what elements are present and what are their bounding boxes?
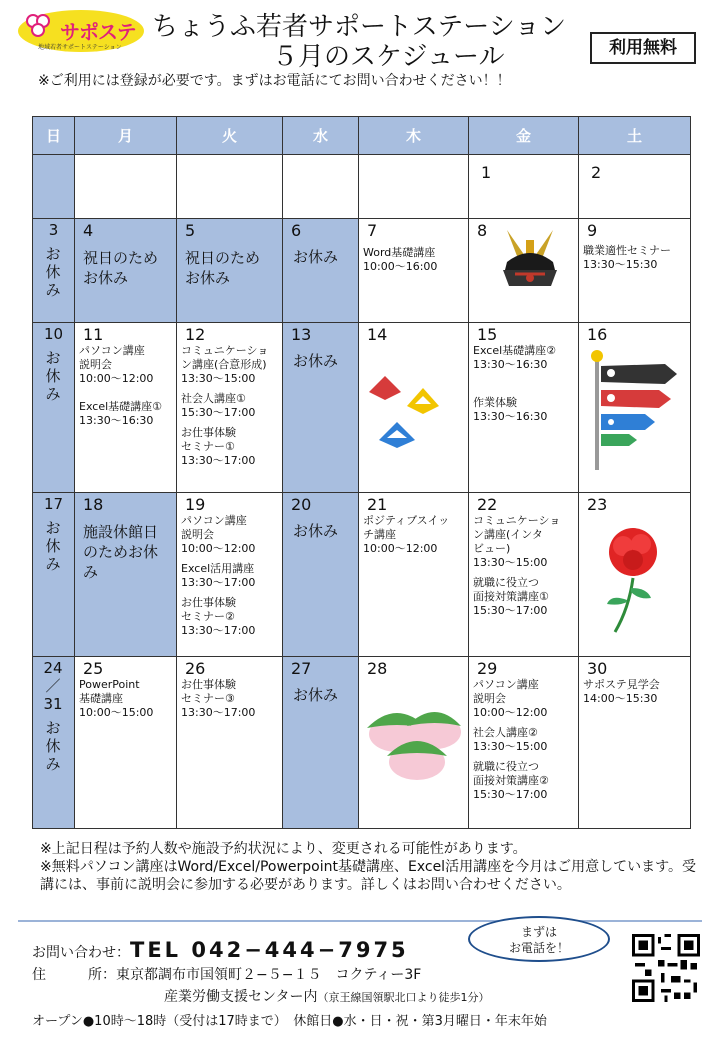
event: コミュニケーショ ン講座(インタ ビュー) 13:30～15:00 <box>473 514 561 569</box>
day-cell <box>283 323 359 493</box>
contact-phone-line <box>32 938 409 962</box>
event: パソコン講座 説明会 10:00～12:00 <box>181 514 256 555</box>
day-cell <box>283 493 359 657</box>
page-title: ちょうふ若者サポートステーション <box>152 12 567 42</box>
event: お仕事体験 セミナー③ 13:30～17:00 <box>181 678 256 719</box>
event: Excel活用講座 13:30～17:00 <box>181 562 256 589</box>
day-cell <box>177 657 283 829</box>
event: パソコン講座 説明会 10:00～12:00 <box>473 678 548 719</box>
call-us-bubble: まずは お電話を！ <box>468 916 610 962</box>
day-cell <box>75 155 177 219</box>
day-cell <box>283 657 359 829</box>
day-number: 21 <box>367 495 388 514</box>
event: PowerPoint 基礎講座 10:00～15:00 <box>79 678 154 719</box>
day-cell <box>177 493 283 657</box>
qr-code-icon[interactable] <box>632 934 700 1002</box>
day-number: 22 <box>477 495 498 514</box>
day-number: 8 <box>477 221 488 240</box>
day-number: 29 <box>477 659 498 678</box>
day-number: 20 <box>291 495 312 514</box>
origami-kabuto-icon <box>363 354 463 474</box>
logo-text: サポステ <box>60 20 136 44</box>
day-cell <box>283 219 359 323</box>
day-cell <box>33 323 75 493</box>
weekday-fri: 金 <box>469 117 579 155</box>
closed-text: お休み <box>293 352 339 370</box>
day-cell <box>359 657 469 829</box>
event: お仕事体験 セミナー② 13:30～17:00 <box>181 596 256 637</box>
day-cell <box>33 155 75 219</box>
phone-number[interactable]: TEL 042−444−7975 <box>130 938 409 962</box>
page-subtitle: ５月のスケジュール <box>272 42 505 72</box>
day-cell <box>469 657 579 829</box>
address-line <box>32 964 421 984</box>
closed-text: 施設休館日 のためお休 み <box>83 523 159 581</box>
divider <box>18 920 702 922</box>
day-number: 14 <box>367 325 388 344</box>
day-cell <box>469 219 579 323</box>
day-cell <box>75 219 177 323</box>
event: Excel基礎講座① 13:30～16:30 <box>79 400 162 427</box>
day-number: 27 <box>291 659 312 678</box>
event: ポジティブスイッ チ講座 10:00～12:00 <box>363 514 450 555</box>
day-number: 25 <box>83 659 104 678</box>
day-number: 3 <box>48 221 59 239</box>
weekday-sun: 日 <box>33 117 75 155</box>
day-cell <box>33 219 75 323</box>
weekday-wed: 水 <box>283 117 359 155</box>
event: サポステ見学会 14:00～15:30 <box>583 678 660 705</box>
day-cell <box>177 155 283 219</box>
center-line <box>164 986 489 1006</box>
day-number: 23 <box>587 495 608 514</box>
logo-subtext: 地域若者サポートステーション <box>38 44 122 51</box>
closed-label: お 休 み <box>45 719 61 773</box>
day-cell <box>469 323 579 493</box>
day-number: 30 <box>587 659 608 678</box>
logo-circles-icon <box>26 14 60 40</box>
day-number: 28 <box>367 659 388 678</box>
day-cell <box>283 155 359 219</box>
day-cell <box>33 657 75 829</box>
koinobori-icon <box>585 344 685 474</box>
day-cell <box>177 219 283 323</box>
day-number: 15 <box>477 325 498 344</box>
day-number: 5 <box>185 221 196 240</box>
day-cell <box>579 493 691 657</box>
kashiwa-mochi-icon <box>361 688 465 788</box>
center-name: 産業労働支援センター内 <box>164 989 318 1005</box>
closed-text: お休み <box>293 522 339 540</box>
day-cell <box>359 219 469 323</box>
day-number: 9 <box>587 221 598 240</box>
day-number: 13 <box>291 325 312 344</box>
day-number: 24 ／ 31 <box>43 659 63 713</box>
day-number: 26 <box>185 659 206 678</box>
day-number: 19 <box>185 495 206 514</box>
event: Excel基礎講座② 13:30～16:30 <box>473 344 556 371</box>
event: パソコン講座 説明会 10:00～12:00 <box>79 344 154 385</box>
day-cell <box>75 657 177 829</box>
week-row <box>33 657 691 829</box>
day-number: 18 <box>83 495 104 514</box>
address: 東京都調布市国領町２−５−１５ コクティー3F <box>116 967 422 983</box>
opening-hours: オープン●10時～18時（受付は17時まで） 休館日●水・日・祝・第3月曜日・年末年始 <box>32 1014 547 1029</box>
day-cell <box>469 155 579 219</box>
day-cell <box>579 323 691 493</box>
pc-course-note: ※無料パソコン講座はWord/Excel/Powerpoint基礎講座、Excel活用講座を今月はご用意しています。受講には、事前に説明会に参加する必要があります。詳しくはお問い合わせください。 <box>40 859 696 893</box>
closed-text: お休み <box>293 248 339 266</box>
schedule-calendar <box>32 116 691 829</box>
event: 就職に役立つ 面接対策講座② 15:30～17:00 <box>473 760 549 801</box>
day-cell <box>579 657 691 829</box>
event: お仕事体験 セミナー① 13:30～17:00 <box>181 426 256 467</box>
day-cell <box>359 323 469 493</box>
event: 社会人講座① 15:30～17:00 <box>181 392 256 419</box>
kabuto-helmet-icon <box>495 226 565 290</box>
weekday-header-row <box>33 117 691 155</box>
day-number: 17 <box>43 495 64 513</box>
closed-label: お 休 み <box>45 245 61 299</box>
weekday-mon: 月 <box>75 117 177 155</box>
day-cell <box>469 493 579 657</box>
address-label: 住 所： <box>32 967 116 983</box>
day-number: 2 <box>591 163 602 182</box>
carnation-icon <box>589 518 679 638</box>
event: Word基礎講座 10:00～16:00 <box>363 246 438 273</box>
day-number: 7 <box>367 221 378 240</box>
registration-notice: ※ご利用には登録が必要です。まずはお電話にてお問い合わせください！！ <box>38 73 511 89</box>
event: 職業適性セミナー 13:30～15:30 <box>583 244 671 271</box>
day-cell <box>579 219 691 323</box>
week-row <box>33 323 691 493</box>
day-cell <box>359 493 469 657</box>
day-cell <box>359 155 469 219</box>
day-cell <box>177 323 283 493</box>
contact-label: お問い合わせ： <box>32 945 130 961</box>
week-row <box>33 493 691 657</box>
closed-text: 祝日のため お休み <box>83 249 159 287</box>
day-cell <box>75 323 177 493</box>
day-number: 12 <box>185 325 206 344</box>
day-number: 1 <box>481 163 492 182</box>
weekday-sat: 土 <box>579 117 691 155</box>
schedule-change-note: ※上記日程は予約人数や施設予約状況により、変更される可能性があります。 <box>40 841 527 857</box>
weekday-tue: 火 <box>177 117 283 155</box>
closed-label: お 休 み <box>45 349 61 403</box>
closed-label: お 休 み <box>45 519 61 573</box>
logo <box>18 8 146 56</box>
free-badge: 利用無料 <box>590 32 696 64</box>
day-number: 11 <box>83 325 104 344</box>
weekday-thu: 木 <box>359 117 469 155</box>
closed-text: 祝日のため お休み <box>185 249 261 287</box>
week-row <box>33 155 691 219</box>
day-number: 4 <box>83 221 94 240</box>
day-number: 10 <box>43 325 64 343</box>
week-row <box>33 219 691 323</box>
day-cell <box>579 155 691 219</box>
closed-text: お休み <box>293 686 339 704</box>
day-cell <box>75 493 177 657</box>
day-number: 6 <box>291 221 302 240</box>
event: 就職に役立つ 面接対策講座① 15:30～17:00 <box>473 576 549 617</box>
event: 社会人講座② 13:30～15:00 <box>473 726 548 753</box>
day-cell <box>33 493 75 657</box>
day-number: 16 <box>587 325 608 344</box>
access-info: （京王線国領駅北口より徒歩1分） <box>317 991 490 1004</box>
event: 作業体験 13:30～16:30 <box>473 396 548 423</box>
event: コミュニケーショ ン講座(合意形成) 13:30～15:00 <box>181 344 269 385</box>
